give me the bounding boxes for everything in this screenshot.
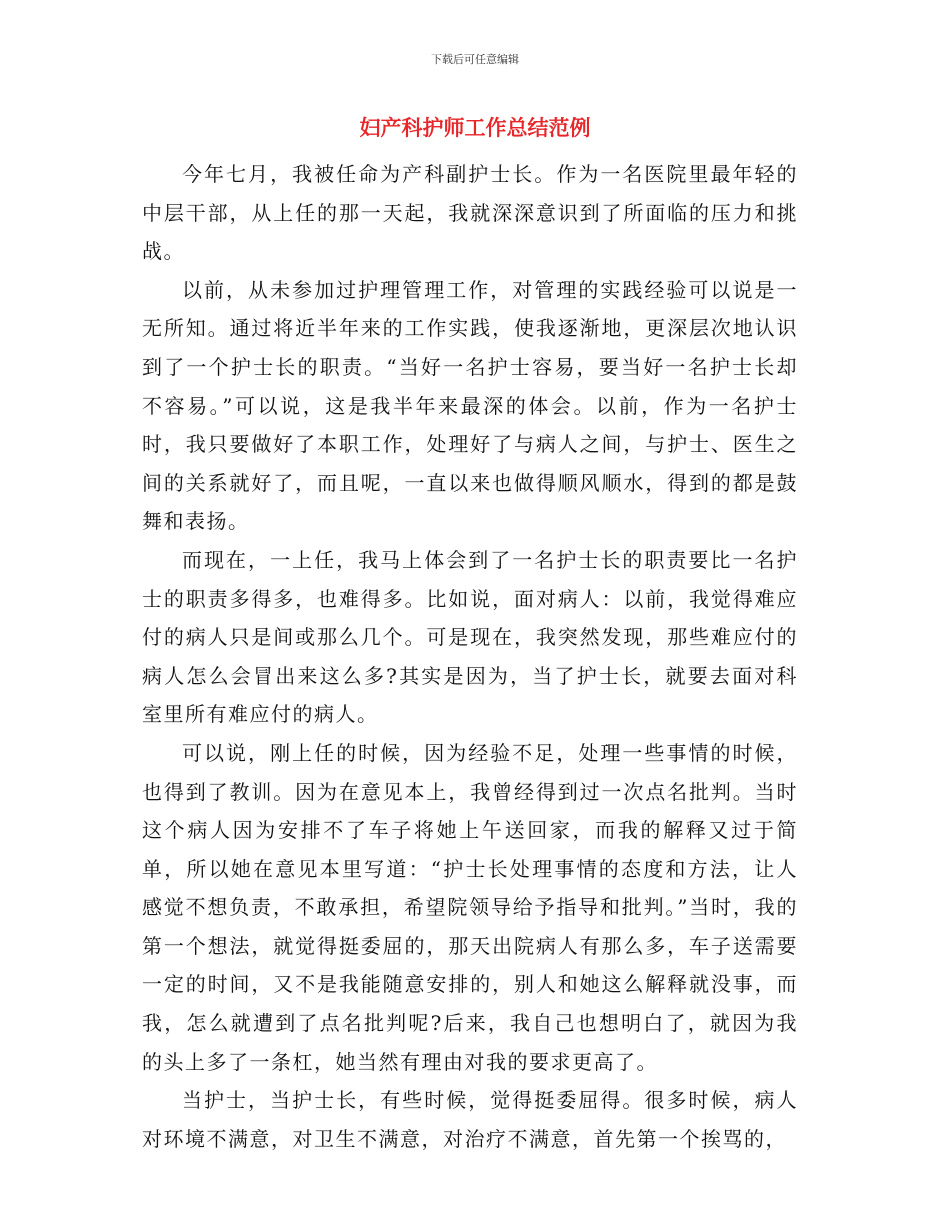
paragraph: 当护士，当护士长，有些时候，觉得挺委屈得。很多时候，病人对环境不满意，对卫生不满意，对治疗不满意，首先第一个挨骂的， [142, 1088, 798, 1151]
document-body [142, 155, 798, 1158]
header-note: 下载后可任意编辑 [431, 53, 519, 66]
document-title: 妇产科护师工作总结范例 [359, 116, 591, 140]
paragraph: 以前，从未参加过护理管理工作，对管理的实践经验可以说是一无所知。通过将近半年来的工作实践，使我逐渐地，更深层次地认识到了一个护士长的职责。“当好一名护士容易，要当好一名护士长却不容易。”可以说，这是我半年来最深的体会。以前，作为一名护士时，我只要做好了本职工作，处理好了与病人之间，与护士、医生之间的关系就好了，而且呢，一直以来也做得顺风顺水，得到的都是鼓舞和表扬。 [142, 277, 798, 534]
paragraph: 今年七月，我被任命为产科副护士长。作为一名医院里最年轻的中层干部，从上任的那一天起，我就深深意识到了所面临的压力和挑战。 [142, 162, 798, 264]
paragraph: 而现在，一上任，我马上体会到了一名护士长的职责要比一名护士的职责多得多，也难得多。比如说，面对病人：以前，我觉得难应付的病人只是间或那么几个。可是现在，我突然发现，那些难应付的病人怎么会冒出来这么多?其实是因为，当了护士长，就要去面对科室里所有难应付的病人。 [142, 547, 798, 727]
paragraph: 可以说，刚上任的时候，因为经验不足，处理一些事情的时候，也得到了教训。因为在意见本上，我曾经得到过一次点名批判。当时这个病人因为安排不了车子将她上午送回家，而我的解释又过于简单，所以她在意见本里写道：“护士长处理事情的态度和方法，让人感觉不想负责，不敢承担，希望院领导给予指导和批判。”当时，我的第一个想法，就觉得挺委屈的，那天出院病人有那么多，车子送需要一定的时间，又不是我能随意安排的，别人和她这么解释就没事，而我，怎么就遭到了点名批判呢?后来，我自己也想明白了，就因为我的头上多了一条杠，她当然有理由对我的要求更高了。 [142, 740, 798, 1074]
